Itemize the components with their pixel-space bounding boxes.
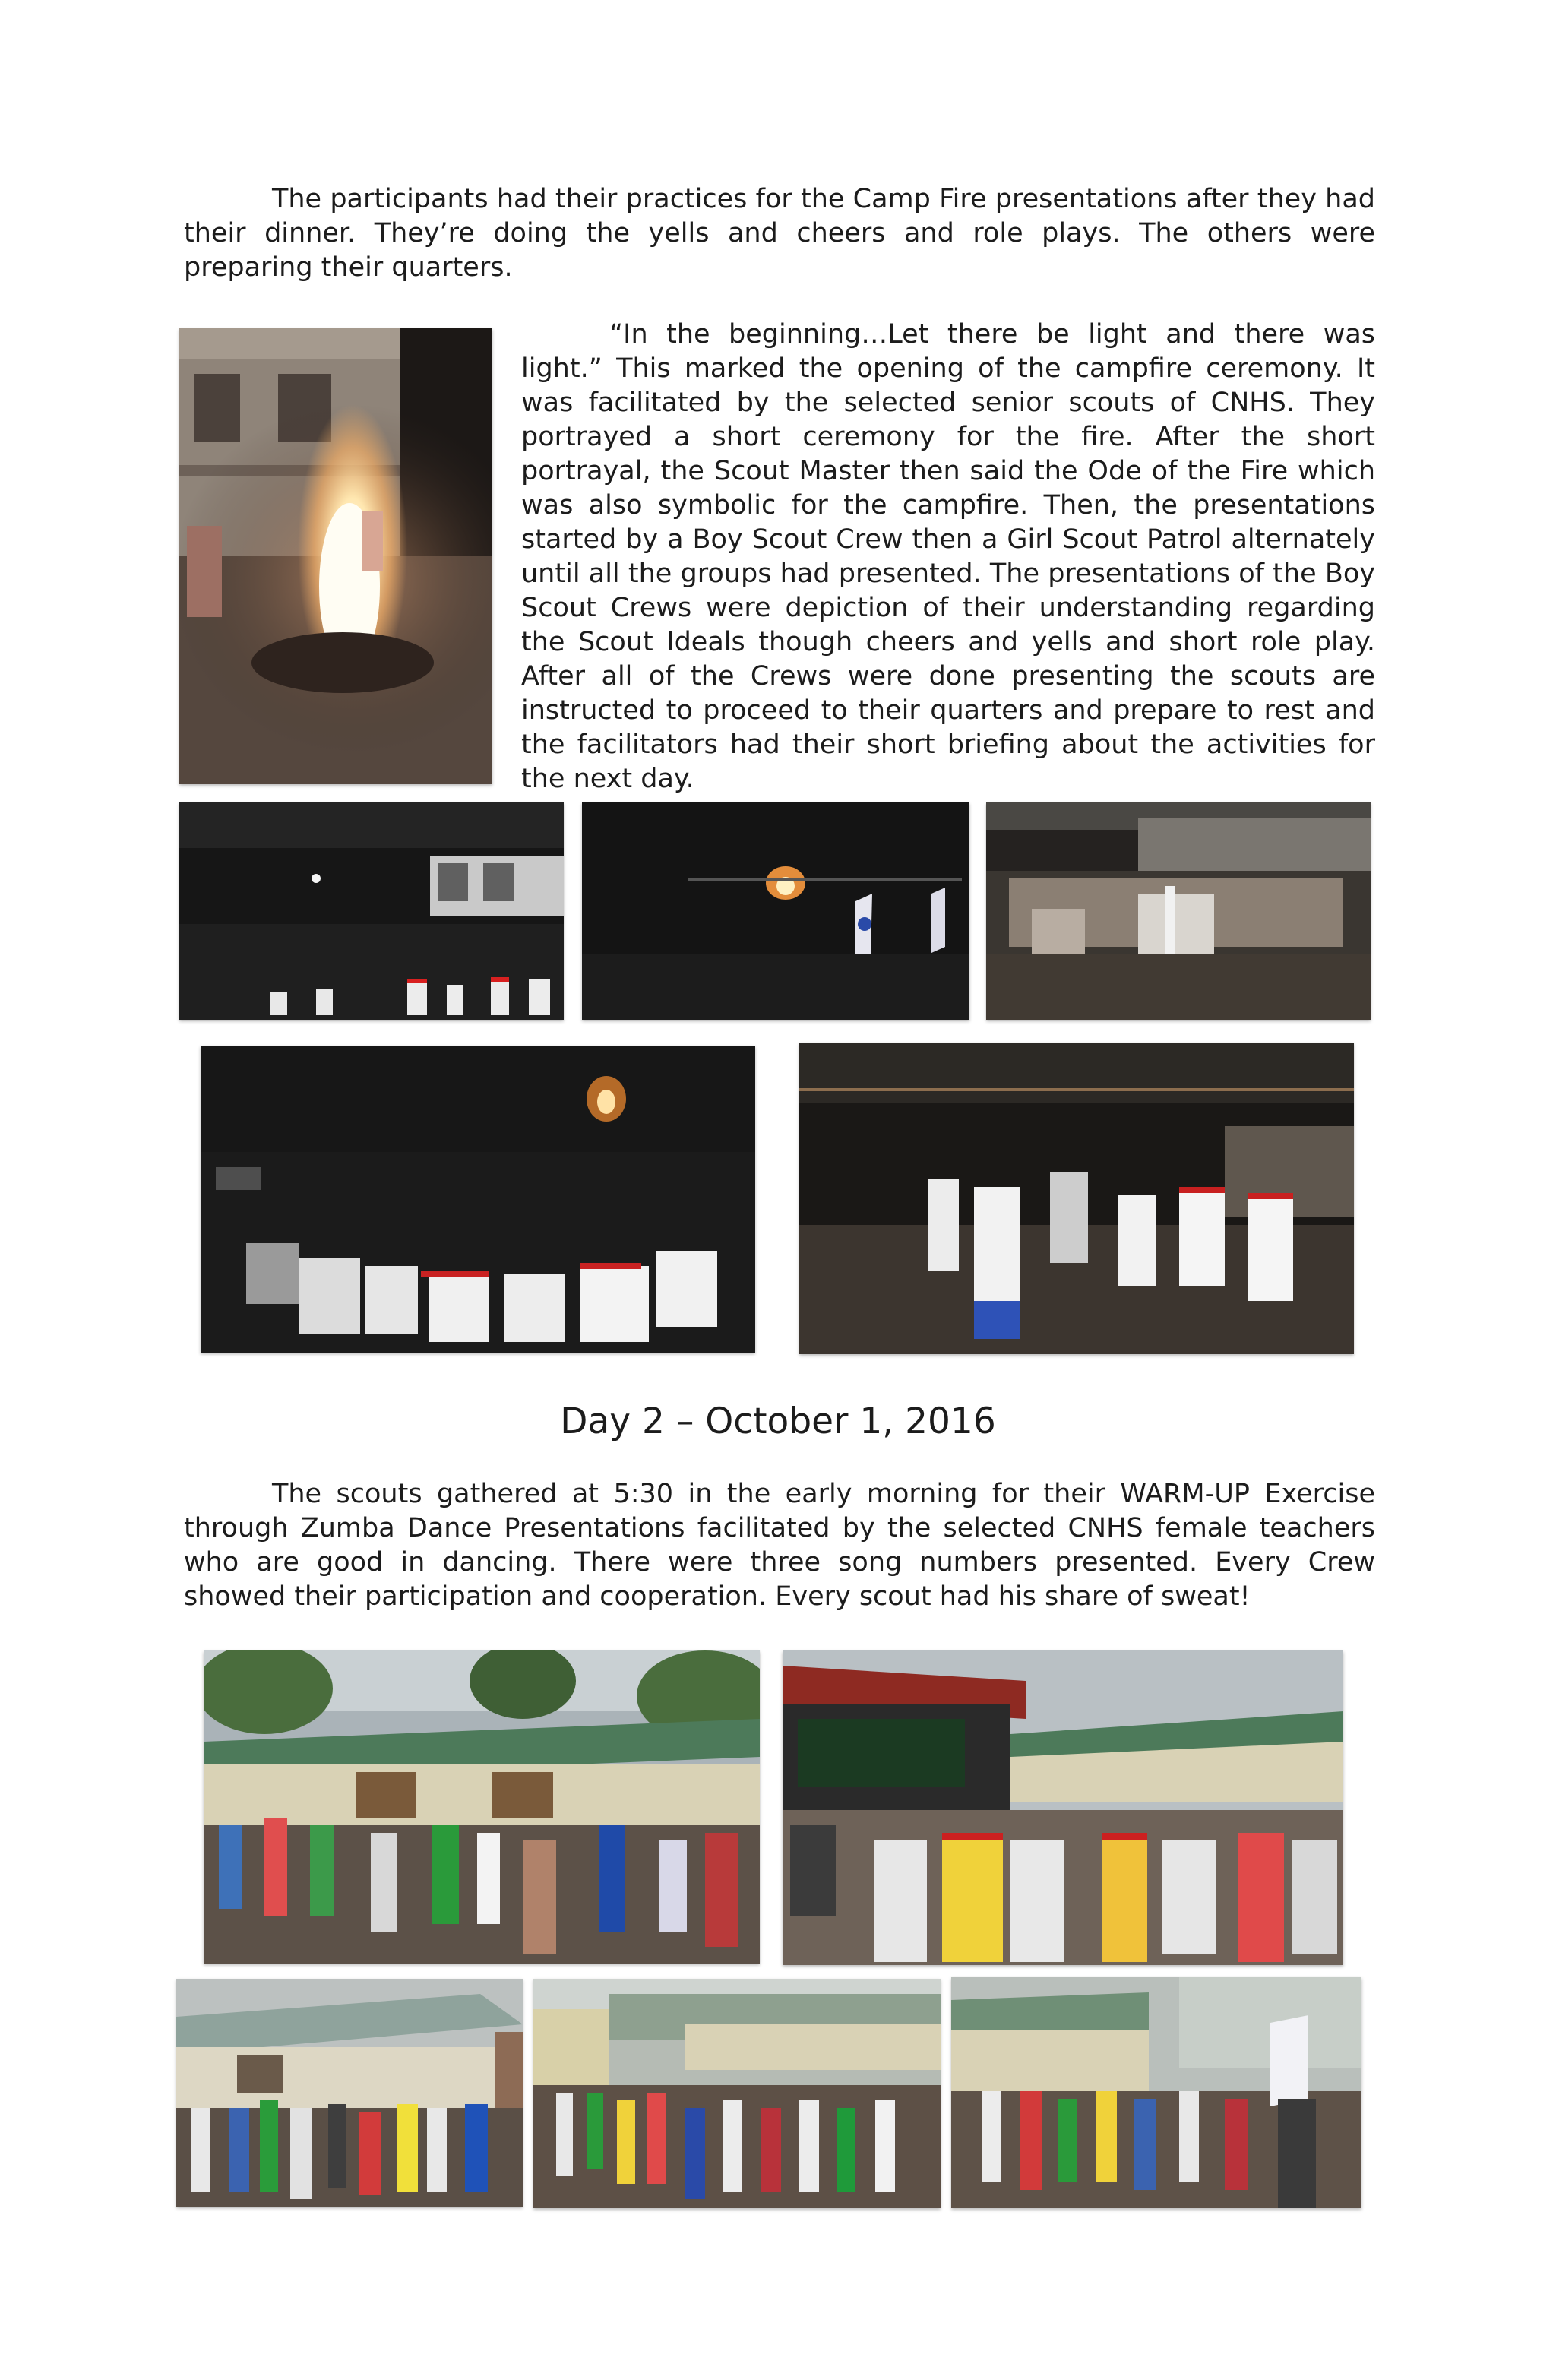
zumba-field-photo [204,1650,760,1964]
intro-paragraph: The participants had their practices for the Camp Fire presentations after they had their dinner. They’re doing the yells and cheers and role plays. The others were preparing their quarters. [184,184,1375,283]
campfire-wide-photo [179,802,564,1020]
day2-heading: Day 2 – October 1, 2016 [560,1400,996,1442]
campfire-paragraph: “In the beginning…Let there be light and there was light.” This marked the opening of the campfire ceremony. It was facilitated by the selected senior scouts of CNHS. They portrayed a short ceremony for the fire. After the short portrayal, the Scout Master then said the Ode of the Fire which was also symbolic for the campfire. Then, the presentations started by a Boy Scout Crew then a Girl Scout Patrol alternately until all the groups had presented. The presentations of the Boy Scout Crews were depiction of their understanding regarding the Scout Ideals though cheers and yells and short role play. After all of the Crews were done presenting the scouts are instructed to proceed to their quarters and prepare to rest and the facilitators had their short briefing about the activities for the next day. [521,319,1375,794]
scouts-performing-photo [799,1043,1354,1354]
bonfire-photo [179,328,492,784]
morning-crowd-left-photo [176,1979,523,2207]
crowd-seated-photo [986,802,1371,1020]
morning-crowd-right-photo [951,1977,1362,2208]
morning-crowd-center-photo [533,1979,941,2208]
warmup-paragraph: The scouts gathered at 5:30 in the early morning for their WARM-UP Exercise through Zumba Dance Presentations facilitated by the selected CNHS female teachers who are good in dancing. There were three song numbers presented. Every Crew showed their participation and cooperation. Every scout had his share of sweat! [184,1479,1375,1612]
zumba-stage-photo [783,1650,1343,1965]
campfire-flags-photo [582,802,969,1020]
scouts-seated-photo [201,1046,755,1353]
